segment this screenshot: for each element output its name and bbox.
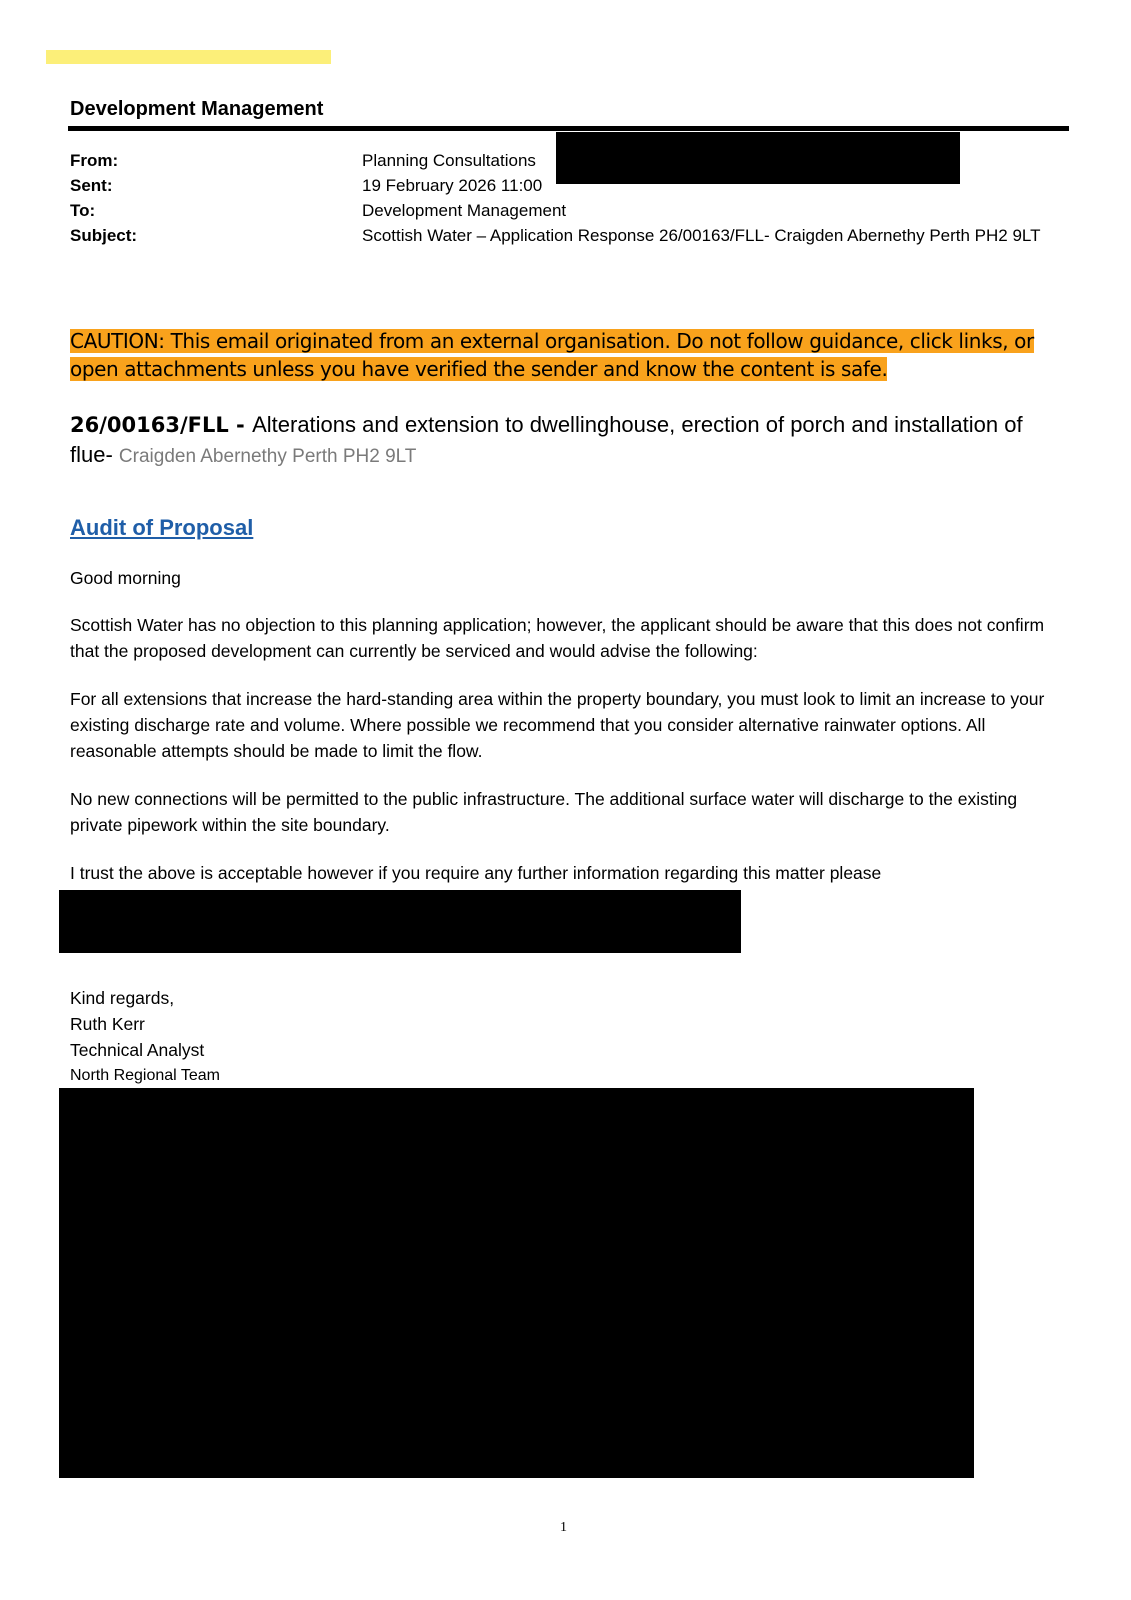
- subject-value: Scottish Water – Application Response 26/00163/FLL- Craigden Abernethy Perth PH2 9LT: [362, 226, 1041, 245]
- greeting: Good morning: [70, 568, 181, 588]
- signature-closing: Kind regards,: [70, 988, 175, 1008]
- redaction-block: [59, 1088, 974, 1478]
- from-label: From:: [70, 151, 119, 170]
- paragraph-3: No new connections will be permitted to the public infrastructure. The additional surface water will discharge to the existing private pipework within the site boundary.: [70, 789, 1018, 835]
- highlight-bar: [46, 50, 331, 64]
- paragraph-4: I trust the above is acceptable however if you require any further information regarding this matter please: [70, 863, 882, 883]
- sent-label: Sent:: [70, 176, 113, 195]
- paragraph-2: For all extensions that increase the hard-standing area within the property boundary, you must look to limit an increase to your existing discharge rate and volume. Where possible we recommend that you consider alternative rainwater options. All reasonable attempts should be made to limit the flow.: [70, 689, 1045, 761]
- title-divider: [68, 126, 1069, 131]
- page-title: Development Management: [70, 98, 324, 120]
- audit-heading: Audit of Proposal: [70, 515, 254, 540]
- caution-banner: [70, 327, 1060, 383]
- paragraph-1: Scottish Water has no objection to this planning application; however, the applicant should be aware that this does not confirm that the proposed development can currently be serviced and would advise the following:: [70, 615, 1045, 661]
- to-value: Development Management: [362, 201, 567, 220]
- application-description: Alterations and extension to dwellinghouse, erection of porch and installation of flue-: [70, 412, 1023, 467]
- signature-name: Ruth Kerr: [70, 1014, 145, 1034]
- signature-team: North Regional Team: [70, 1067, 221, 1084]
- subject-label: Subject:: [70, 226, 138, 245]
- application-address: Craigden Abernethy Perth PH2 9LT: [118, 446, 417, 467]
- page-number: 1: [560, 1520, 567, 1535]
- to-label: To:: [70, 201, 96, 220]
- application-ref: 26/00163/FLL -: [70, 413, 253, 437]
- from-value: Planning Consultations: [362, 151, 536, 170]
- caution-text: CAUTION: This email originated from an external organisation. Do not follow guidance, click links, or open attachments unless you have verified the sender and know the content is safe.: [70, 329, 1034, 381]
- signature-role: Technical Analyst: [70, 1040, 205, 1060]
- redaction-block: [59, 890, 741, 953]
- sent-value: 19 February 2026 11:00: [362, 176, 543, 195]
- application-line: [70, 410, 1070, 472]
- redaction-block: [556, 132, 960, 184]
